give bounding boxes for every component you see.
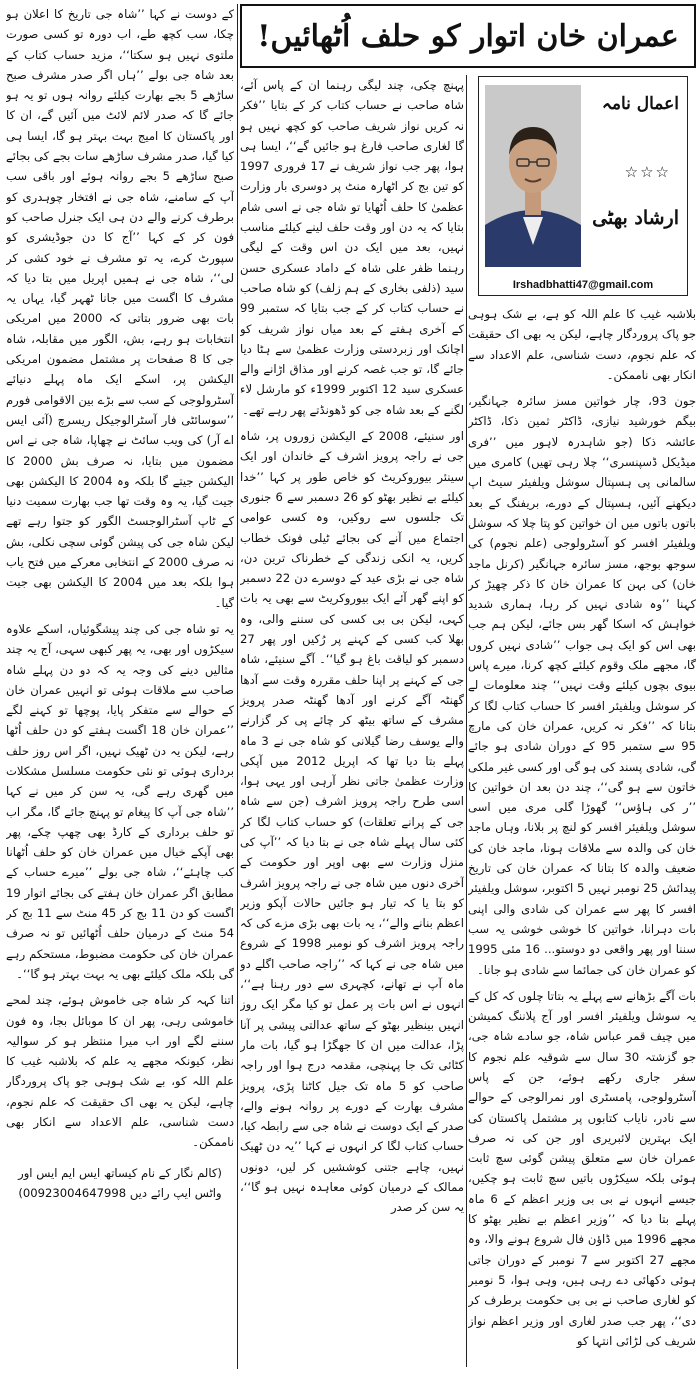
middle-column-text bbox=[240, 75, 464, 1367]
paragraph: بات آگے بڑھانے سے پہلے یہ بتاتا چلوں کہ کل کے یہ سوشل ویلفیئر افسر اور آج پلاننگ کمیشن میں چیف قمر عباس شاہ، جو سادے شاہ جی، جو گزشتہ 30 سال سے شوقیہ علم نجوم کا سفر جاری رکھے ہوئے، جن کے پاس آسٹرولوجی، پامسٹری اور نمرالوجی کے حوالے سے نادر، نایاب کتابوں پر مشتمل پاکستان کی ایک بہترین لائبریری اور جن کی نہ صرف عمران خان سے متعلق پیشن گوئی سچ ثابت ہوئی بلکہ سیکڑوں باتیں سچ ثابت ہو چکیں، جیسے انہوں نے بی بی وزیر اعظم کے 6 ماہ پہلے بتا دیا کہ ’’وزیر اعظم بے نظیر بھٹو کا مجھے 1996 میں ڈاؤن فال شروع ہونے والا، وہ مجھے 27 اکتوبر سے 7 نومبر کے دوران جاتی ہوئی دکھائی دے رہی ہیں، وہی ہوا، 5 نومبر کو لغاری صاحب نے بی بی حکومت برطرف کر دی‘‘، پھر جب صدر لغاری اور وزیر اعظم نواز شریف کی لڑائی انتہا کو bbox=[468, 988, 696, 1348]
headline: عمران خان اتوار کو حلف اُٹھائیں! bbox=[240, 4, 696, 68]
column-byline-box bbox=[478, 76, 688, 296]
footnote: (کالم نگار کے نام کیساتھ ایس ایم ایس اور واٹس ایپ رائے دیں 00923004647998) bbox=[18, 1165, 222, 1200]
paragraph: پہنچ چکی، چند لیگی رہنما ان کے پاس آئے، شاہ صاحب نے حساب کتاب کر کے بتایا ’’فکر نہ کریں نواز شریف صاحب کو کچھ نہیں ہو گا لغاری صاحب فارغ ہو جائیں گے‘‘، ایسا ہی ہوا، پھر جب نواز شریف نے 17 فروری 1997 کو تین بج کر اٹھارہ منٹ پر دوسری بار وزارت عظمیٰ کا حلف اُٹھایا تو شاہ جی نے اسی شام بتایا کہ یہ دن اور وقت حلف لینے کیلئے مناسب نہیں، بعد میں ایک دن اس وقت کے لیگی رہنما ظفر علی شاہ کے داماد عسکری حسن سید (ذلفی بخاری کے ہم زلف) کو شاہ صاحب نے حساب کتاب کر کے جب بتایا کہ ستمبر 99 کے آخری ہفتے کے بعد میاں نواز شریف کو اچانک اور زبردستی وزارت عظمیٰ سے ہٹا دیا جائے گا، تو جب غصہ کرنے اور مذاق اڑانے والے عسکری سید 12 اکتوبر 1999ء کو مارشل لاء لگنے کے بعد شاہ جی کو ڈھونڈتے پھر رہے تھے۔ bbox=[240, 78, 464, 417]
paragraph: بلاشبہ غیب کا علم اللہ کو ہے، بے شک ہوہی جو پاک پروردگار چاہے، لیکن یہ بھی اک حقیقت کہ علم نجوم، دست شناسی، علم الاعداد سے انکار بھی ناممکن۔ bbox=[468, 307, 696, 382]
paragraph: یہ تو شاہ جی کی چند پیشگوئیاں، اسکے علاوہ سیکڑوں اور بھی، یہ پھر کبھی سہی، آج یہ چند مثالیں دینے کی وجہ یہ کہ دو دن پہلے شاہ صاحب سے ملاقات ہوئی تو انہیں عمران خان کے حوالے سے متفکر پایا، پوچھا تو کہنے لگے ’’عمران خان 18 اگست ہفتے کو دن حلف اُٹھا رہے، لیکن یہ دن ٹھیک نہیں، اگر اس روز حلف برداری ہوئی تو نئی حکومت مسلسل مشکلات میں گھری رہے گی، یہ سن کر میں نے کہا ’’شاہ جی آپ کا پیغام تو پہنچ جائے گا، مگر اب تو حلف برداری کے کارڈ بھی چھپ چکے، پھر بھی آپکے خیال میں عمران خان کو حلف اُٹھانا کب چاہئے‘‘، شاہ جی بولے ’’میرے حساب کے مطابق اگر عمران خان ہفتے کی بجائے اتوار 19 اگست کو دن 11 بج کر 45 منٹ سے 11 بج کر 54 منٹ کے درمیان حلف اُٹھائیں تو نہ صرف عمران خان کی حکومت مضبوط، مستحکم رہے گی بلکہ ملک کیلئے بھی یہ بہت بہتر ہو گا‘‘۔ bbox=[6, 621, 234, 981]
author-name: ارشاد بھٹی bbox=[592, 207, 679, 229]
left-column-text bbox=[6, 4, 234, 1369]
paragraph: اور سنیئے، 2008 کے الیکشن زوروں پر، شاہ جی نے راجہ پرویز اشرف کے خاندان اور ایک سینئر بیوروکریٹ کو خاص طور پر کہا ’’خدا کیلئے بے نظیر بھٹو کو 26 دسمبر سے 6 جنوری تک جلسوں سے روکیں، وہ کسی عوامی اجتماع میں آنے کی بجائے ٹیلی فونک خطاب کریں، یہ انکی زندگی کے خطرناک ترین دن، شاہ جی نے بڑی عید کے دوسرے دن 22 دسمبر کو اپنے گھر آئے ایک بیوروکریٹ سے بھی یہ بات کہی، لیکن بی بی کسی کی سننے والی، وہ بھلا کب کسی کے کہنے پر رُکیں اور پھر 27 دسمبر کو لیاقت باغ ہو گیا‘‘۔ آگے سنیئے، شاہ جی کے کہنے پر اپنا حلف مقررہ وقت سے آدھا گھنٹہ آگے کرنے اور آدھا گھنٹہ صدر پرویز مشرف کے ساتھ بیٹھ کر چائے پی کر گزارنے والے یوسف رضا گیلانی کو شاہ جی نے 3 ماہ پہلے بتا دیا تھا کہ اپریل 2012 میں آپکی وزارت عظمیٰ جاتی نظر آرہی اور یہی ہوا، اسی طرح راجہ پرویز اشرف (جن سے شاہ جی کے پرانے تعلقات) کو حساب کتاب لگا کر کئی سال پہلے شاہ جی نے بتا دیا کہ ’’آپ کی منزل وزارت سے بھی اوپر اور حکومت کے آخری دنوں میں شاہ جی نے راجہ پرویز اشرف کو بتا یا کہ تیار ہو جائیں حالات آپکو وزیر اعظم بنانے والے‘‘، یہ بات بھی بڑی مزے کی کہ راجہ پرویز اشرف کو نومبر 1998 کے شروع میں شاہ جی نے کہا کہ ’’راجہ صاحب اگلے دو ماہ آپ نے تھانے، کچہری سے دور رہنا ہے‘‘، انہوں نے اس بات پر عمل تو کیا مگر ایک روز انہیں بینظیر بھٹو کے ساتھ عدالتی پیشی پر آنا پڑا، عدالت میں ان کا جھگڑا ہو گیا، بات مار کٹائی تک جا پہنچی، مقدمہ درج ہوا اور راجہ صاحب کو 5 ماہ تک جیل کاٹنا پڑی، پرویز مشرف بھارت کے دورے پر روانہ ہونے والے، صدر کے ایک دوست نے شاہ جی سے رابطہ کیا، حساب کتاب لگا کر انہوں نے کہا ’’یہ دن ٹھیک نہیں، چاہے جتنی کوششیں کر لیں، دونوں ممالک کے درمیان کوئی معاہدہ نہیں ہو گا‘‘، یہ سن کر صدر bbox=[240, 429, 464, 1215]
right-column-text bbox=[468, 304, 696, 1367]
paragraph: اتنا کہہ کر شاہ جی خاموش ہوئے، چند لمحے خاموشی رہی، پھر ان کا موبائل بجا، وہ فون سننے لگے اور اب میرا منتظر ہو کر سوالیہ نظر، کیونکہ مجھے یہ علم کہ بلاشبہ غیب کا علم اللہ کو، بے شک ہوہی جو پاک پروردگار چاہے، لیکن یہ بھی اک حقیقت کہ علم نجوم، دست شناسی، علم الاعداد سے انکار بھی ناممکن۔ bbox=[6, 993, 234, 1150]
author-portrait-icon bbox=[485, 85, 581, 267]
stars-icon: ☆☆☆ bbox=[624, 163, 671, 181]
author-photo bbox=[485, 85, 581, 267]
author-email[interactable]: Irshadbhatti47@gmail.com bbox=[512, 279, 654, 291]
paragraph: کے دوست نے کہا ’’شاہ جی تاریخ کا اعلان ہو چکا، سب کچھ طے، اب دورہ تو کسی صورت ملتوی نہیں ہو سکتا‘‘، مزید حساب کتاب کے بعد شاہ جی بولے ’’ہاں اگر صدر مشرف صبح ساڑھے 5 بجے بھارت کیلئے روانہ ہوں تو یہ ہو جائے گا کہ صدر لائم لائٹ میں آئیں گے، ان کا اور پاکستان کا امیج بہت بہتر ہو گا، ایسا ہی کیا گیا، صدر مشرف ساڑھے سات بجے کی بجائے صبح ساڑھے 5 بجے روانہ ہوئے اور باقی سب آپ کے سامنے، شاہ جی نے افتخار چوہدری کو برطرف کرنے والے دن ہی ایک جنرل صاحب کو فون کر کے کہا ’’آج کا دن جوڈیشری کو سپورٹ کرے، یہ تو مشرف نے خود کشی کر لی‘‘، شاہ جی نے ہمیں اپریل میں بتا دیا کہ مشرف کا اگست میں جانا ٹھہر گیا، یہاں یہ بات بھی ضرور بتاتی کہ 2000 میں امریکی انتخابات ہو رہے، بش، الگور میں مقابلہ، شاہ جی کا 8 صفحات پر مشتمل مضمون امریکی الیکشن پر، اسکے ایک ماہ پہلے دنیائے آسٹرولوجی کے سب سے بڑے بین الاقوامی فورم ’’سوسائٹی فار آسٹرالوجیکل ریسرچ (آئی ایس اے آر) کی ویب سائٹ نے چھاپا، شاہ جی نے اس مضمون میں بتایا، نہ صرف بش 2000 کا الیکشن جیتے گا بلکہ وہ 2004 کا الیکشن بھی جیت گیا، یہ وہ وقت تھا جب بھارت سمیت دنیا کے ٹاپ آسٹرالوجسٹ الگور کو جتوا رہے تھے لیکن شاہ جی کی پیشن گوئی سچی نکلی، بش نہ صرف 2000 کے انتخابی معرکے میں فتح یاب ہوا بلکہ بعد میں 2004 کا الیکشن بھی جیت گیا۔ bbox=[6, 7, 234, 610]
paragraph: جون 93، چار خواتین مسز سائرہ جہانگیر، بیگم خورشید نیازی، ڈاکٹر ثمین ذکا، ڈاکٹر عائشہ ذکا (جو شاہدرہ لاہور میں ’’فری میڈیکل ڈسپنسری‘‘ چلا رہی تھیں) کامری میں سالمانی پی ہسپتال سوشل ویلفیئر سیٹ اپ دیکھنے آئیں، ہسپتال کے دورے، بریفنگ کے بعد باتوں باتوں میں ان خواتین کو پتا چلا کہ سوشل ویلفیئر افسر کو آسٹرولوجی (علم نجوم) کی سوجھ بوجھ، مسز سائرہ جہانگیر (کرنل ماجد خان) کی بہن کا عمران خان کا ذکر چھیڑ کر کہنا ’’وہ شادی نہیں کر رہا، ہماری شدید خواہش کہ اسکا گھر بس جائے، لیکن ہم جب بھی اس کو ایک ہی جواب ’’شادی نہیں کروں گا، مجھے ملک وقوم کیلئے کچھ کرنا، میرے پاس بیوی بچوں کیلئے وقت نہیں‘‘ چند معلومات لے کر سوشل ویلفیئر افسر کا حساب کتاب لگا کر بتانا کہ ’’فکر نہ کریں، عمران خان کی مارچ 95 سے ستمبر 95 کے دوران شادی ہو جائے گی، شادی پسند کی ہو گی اور کسی غیر ملکی خاتون سے ہو گی‘‘، چند دن بعد ان خواتین کا ’’ر کی ہاؤس‘‘ گھوڑا گلی مری میں اسی سوشل ویلفیئر افسر کو لنچ پر بلانا، وہاں ماجد خان کی والدہ سے ملاقات ہونا، ماجد خان کی ضعیف والدہ کا بتانا کہ عمران خان کی تاریخ پیدائش 25 نومبر نہیں 5 اکتوبر، سوشل ویلفیئر افسر کا پھر سے عمران کی شادی والی اپنی بات دہرانا، خواتین کا خوشی خوشی یہ سب سننا اور پھر واقعی دو دوستو... 16 مئی 1995 کو عمران خان کی جمائما سے شادی ہو جانا۔ bbox=[468, 394, 696, 977]
column-divider bbox=[466, 75, 467, 1367]
column-name: اعمال نامہ bbox=[601, 94, 679, 114]
column-divider bbox=[237, 4, 238, 1369]
